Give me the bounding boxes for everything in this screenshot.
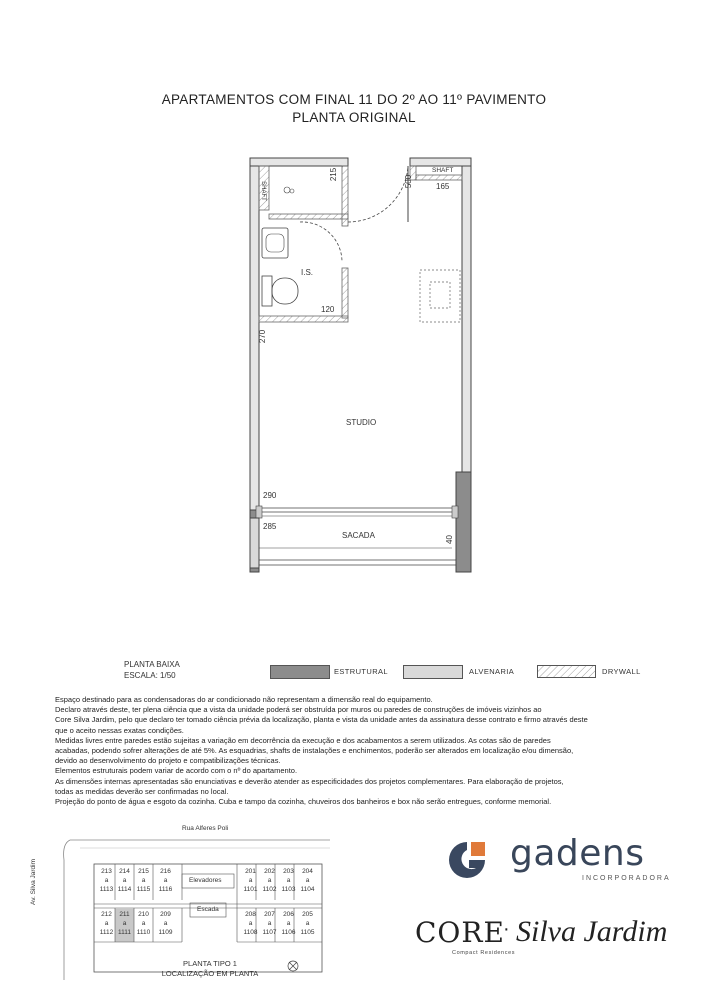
unit-207: 207 a 1107 [262,911,277,936]
note-line: Espaço destinado para as condensadoras do ar condicionado não representam a dimensão real do equipamento. [55,695,433,704]
note-line: Elementos estruturais podem variar de acordo com o nº do apartamento. [55,766,298,776]
unit-206: 206 a 1106 [281,911,296,936]
structural-pillar [456,472,471,572]
dim-270: 270 [258,329,268,344]
bathroom-label: I.S. [301,268,314,277]
unit-214: 214 a 1114 [117,868,132,893]
core-wordmark: CORE [415,916,505,949]
unit-202: 202 a 1102 [262,868,277,893]
core-tagline: Silva Jardim [516,915,668,948]
core-separator: · [503,918,510,940]
balcony-label: SACADA [342,531,375,540]
unit-211: 211 a 1111 [117,911,131,936]
unit-209: 209 a 1109 [158,911,173,936]
masonry-walls [250,158,471,510]
note-line: Declaro através deste, ter plena ciência que a vista da unidade poderá ser obstruída por muros ou paredes de construções de imóveis vizinhos ao [55,705,542,715]
entry-door-swing [348,166,408,222]
legend-masonry-label: ALVENARIA [469,667,515,676]
unit-210: 210 a 1110 [136,911,151,936]
unit-212: 212 a 1112 [99,911,114,936]
kitchen-counter-projection [420,270,460,322]
drywall-shaft-right-bottom [416,175,462,180]
stairs-label: Escada [197,906,219,913]
shower-drain [284,187,290,193]
note-line: As dimensões internas apresentadas são enunciativas e deverão atender as especificidades dos projetos complementares. Para elaboração de projetos, [55,776,564,786]
gadens-wordmark: gadens [510,833,645,874]
legend-structural-label: ESTRUTURAL [334,667,389,676]
legend-masonry-swatch [403,665,463,679]
unit-203: 203 a 1103 [281,868,296,893]
gadens-subtitle: INCORPORADORA [582,875,671,882]
drywall-bath-right-lower [342,268,348,318]
note-line: todas as medidas deverão ser confirmadas no local. [55,786,229,796]
gadens-logo-icon [445,838,495,882]
scale-line2: ESCALA: 1/50 [124,671,176,680]
balcony-railing [259,548,456,565]
dim-40: 40 [444,535,454,544]
dim-165: 165 [436,182,450,191]
unit-213: 213 a 1113 [99,868,114,893]
dim-500: 500 [404,174,414,189]
dim-120: 120 [321,305,335,314]
disclaimer-notes [55,695,675,807]
kitchen-sink-projection [430,282,450,308]
page-title: APARTAMENTOS COM FINAL 11 DO 2º AO 11º PAVIMENTO [161,92,547,107]
legend-structural-swatch [270,665,330,679]
unit-216: 216 a 1116 [158,868,173,893]
dim-290: 290 [263,491,277,500]
note-line: acabadas, podendo sofrer alterações de até 5%. As esquadrias, shafts de instalações e enchimentos, poderão ser alterados em localização e/ou dimensão, [55,746,574,756]
unit-215: 215 a 1115 [136,868,151,893]
drywall-bath-top [269,214,348,219]
site-caption-2: LOCALIZAÇÃO EM PLANTA [161,969,259,978]
balcony-glass-door [256,506,458,518]
legend-drywall-swatch [537,665,597,679]
site-caption-1: PLANTA TIPO 1 [183,959,237,968]
note-line: Core Silva Jardim, pelo que declaro ter tomado ciência prévia da localização, planta e vista da unidade antes da assinatura desse contrato e firmo através deste [55,715,588,725]
note-line: devido ao desenvolvimento do projeto e compatibilizações técnicas. [55,756,281,766]
page-subtitle: PLANTA ORIGINAL [292,110,416,125]
core-subtitle: Compact Residences [452,950,516,956]
dim-285: 285 [263,522,277,531]
street-top-label: Rua Alferes Poli [182,825,229,832]
shaft-left-label: SHAFT [259,181,266,201]
toilet-tank [262,276,272,306]
dim-215: 215 [329,167,339,182]
unit-208: 208 a 1108 [243,911,258,936]
toilet-bowl [272,278,298,304]
unit-204: 204 a 1104 [300,868,315,893]
sink-basin [266,234,284,252]
note-line: Medidas livres entre paredes estão sujeitas a variação em decorrência da execução e dos acabamentos a serem utilizados. As cotas são de paredes [55,735,551,745]
balcony-wall-left [250,518,259,568]
shower-drain-2 [290,189,294,193]
scale-line1: PLANTA BAIXA [124,660,180,669]
studio-label: STUDIO [346,418,377,427]
unit-201: 201 a 1101 [243,868,258,893]
bath-door-swing [300,222,342,262]
street-left-label: Av. Silva Jardim [30,859,37,905]
legend-drywall-label: DRYWALL [602,667,641,676]
drywall-bath-bottom [259,316,348,322]
note-line: Projeção do ponto de água e esgoto da cozinha. Cuba e tampo da cozinha, chuveiros dos banheiros e box não serão entregues, conforme memorial. [55,797,552,807]
shaft-right-label: SHAFT [432,167,454,174]
elevators-label: Elevadores [189,877,222,884]
unit-205: 205 a 1105 [300,911,315,936]
note-line: que o aceito nessas exatas condições. [55,725,184,735]
